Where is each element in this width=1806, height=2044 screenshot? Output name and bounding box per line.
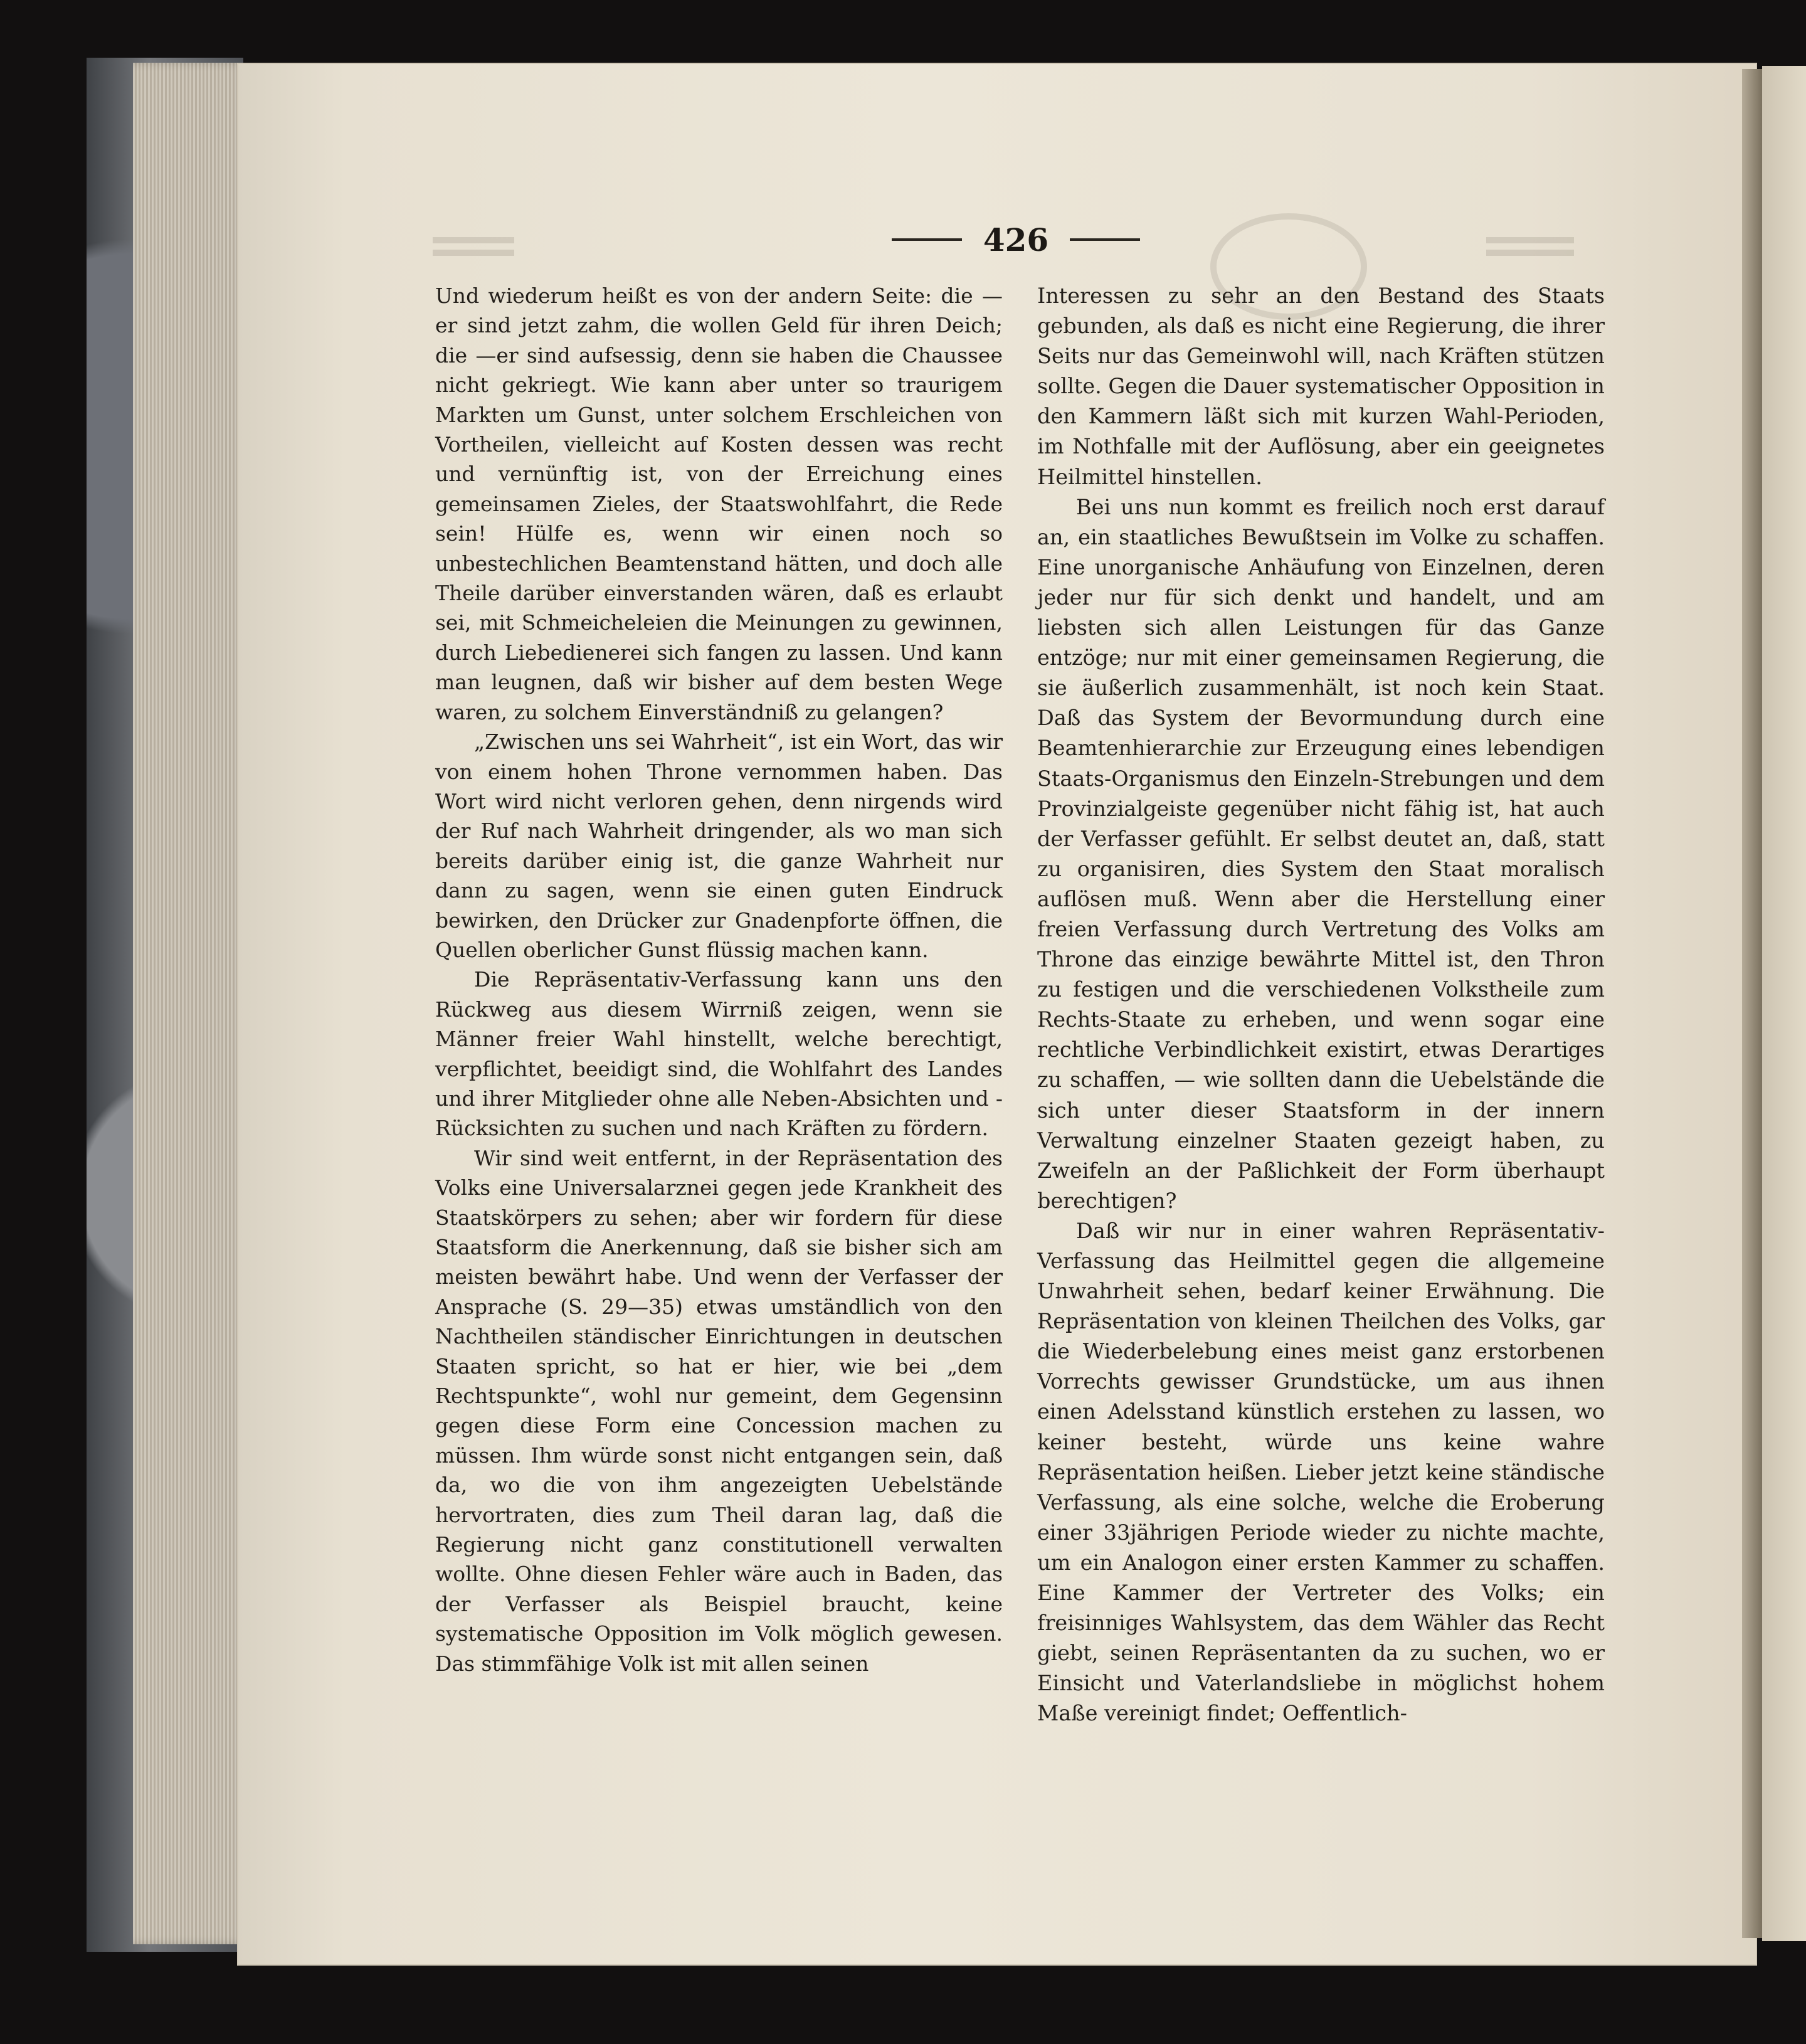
paragraph: „Zwischen uns sei Wahrheit“, ist ein Wort, das wir von einem hohen Throne vernommen haben. Das Wort wird nicht verloren gehen, denn nirgends wird der Ruf nach Wahrheit dringender, als wo man sich bereits darüber einig ist, die ganze Wahrheit nur dann zu sagen, wenn sie einen guten Eindruck bewirken, den Drücker zur Gnadenpforte öffnen, die Quellen oberlicher Gunst flüssig machen kann. (435, 729, 1003, 962)
next-page-edge (1762, 66, 1806, 1941)
paragraph: Und wiederum heißt es von der andern Seite: die —er sind jetzt zahm, die wollen Geld für ihren Deich; die —er sind aufsessig, denn sie haben die Chaussee nicht gekriegt. Wie kann aber unter so traurigem Markten um Gunst, unter solchem Erschleichen von Vortheilen, vielleicht auf Kosten dessen was recht und vernünftig ist, von der Erreichung eines gemeinsamen Zieles, der Staatswohlfahrt, die Rede sein! Hülfe es, wenn wir einen noch so unbestechlichen Beamtenstand hätten, und doch alle Theile darüber einverstanden wären, daß es erlaubt sei, mit Schmeicheleien die Meinungen zu gewinnen, durch Liebedienerei sich fangen zu lassen. Und kann man leugnen, daß wir bisher auf dem besten Wege waren, zu solchem Einverständniß zu gelangen? (435, 283, 1003, 724)
text-column-left (435, 281, 1003, 1742)
text-column-right (1037, 281, 1605, 1742)
header-rule-right (1070, 238, 1140, 241)
paragraph: Interessen zu sehr an den Bestand des Staats gebunden, als daß es nicht eine Regierung, die ihrer Seits nur das Gemeinwohl will, nach Kräften stützen sollte. Gegen die Dauer systematischer Opposition in den Kammern läßt sich mit kurzen Wahl-Perioden, im Nothfalle mit der Auflösung, aber ein geeignetes Heilmittel hinstellen. (1037, 283, 1605, 489)
show-through-right (1486, 231, 1574, 281)
page-edges (133, 63, 246, 1944)
paragraph: Die Repräsentativ-Verfassung kann uns den Rückweg aus diesem Wirrniß zeigen, wenn sie Männer freier Wahl hinstellt, welche berechtigt, verpflichtet, beeidigt sind, die Wohlfahrt des Landes und ihrer Mitglieder ohne alle Neben-Absichten und -Rücksichten zu suchen und nach Kräften zu fördern. (435, 967, 1003, 1141)
header-rule-left (892, 238, 962, 241)
page-number: 426 (983, 221, 1049, 258)
paragraph: Wir sind weit entfernt, in der Repräsentation des Volks eine Universalarznei gegen jede Krankheit des Staatskörpers zu sehen; aber wir fordern für diese Staatsform die Anerkennung, daß sie bisher sich am meisten bewährt habe. Und wenn der Verfasser der Ansprache (S. 29—35) etwas umständlich von den Nachtheilen ständischer Einrichtungen in deutschen Staaten spricht, so hat er hier, wie bei „dem Rechtspunkte“, wohl nur gemeint, dem Gegensinn gegen diese Form eine Concession machen zu müssen. Ihm würde sonst nicht entgangen sein, daß da, wo die von ihm angezeigten Uebelstände hervortraten, dies zum Theil daran lag, daß die Regierung nicht ganz constitutionell verwalten wollte. Ohne diesen Fehler wäre auch in Baden, das der Verfasser als Beispiel braucht, keine systematische Opposition im Volk möglich gewesen. Das stimmfähige Volk ist mit allen seinen (435, 1145, 1003, 1676)
paragraph: Bei uns nun kommt es freilich noch erst darauf an, ein staatliches Bewußtsein im Volke zu schaffen. Eine unorganische Anhäufung von Einzelnen, deren jeder nur für sich denkt und handelt, und am liebsten sich allen Leistungen für das Ganze entzöge; nur mit einer gemeinsamen Regierung, die sie äußerlich zusammenhält, ist noch kein Staat. Daß das System der Bevormundung durch eine Beamtenhierarchie zur Erzeugung eines lebendigen Staats-Organismus den Einzeln-Strebungen und dem Provinzialgeiste gegenüber nicht fähig ist, hat auch der Verfasser gefühlt. Er selbst deutet an, daß, statt zu organisiren, dies System den Staat moralisch auflösen muß. Wenn aber die Herstellung einer freien Verfassung durch Vertretung des Volks am Throne das einzige bewährte Mittel ist, den Thron zu festigen und die verschiedenen Volkstheile zum Rechts-Staate zu erheben, und wenn sogar eine rechtliche Verbindlichkeit existirt, etwas Derartiges zu schaffen, — wie sollten dann die Uebelstände die sich unter dieser Staatsform in der innern Verwaltung einzelner Staaten gezeigt haben, zu Zweifeln an der Paßlichkeit der Form überhaupt berechtigen? (1037, 494, 1605, 1213)
page-header (853, 221, 1179, 258)
gutter-fold (1742, 69, 1762, 1938)
show-through-left (433, 231, 514, 281)
paragraph: Daß wir nur in einer wahren Repräsentativ-Verfassung das Heilmittel gegen die allgemeine Unwahrheit sehen, bedarf keiner Erwähnung. Die Repräsentation von kleinen Theilchen des Volks, gar die Wiederbelebung eines meist ganz erstorbenen Vorrechts gewisser Grundstücke, um aus ihnen einen Adelsstand künstlich erstehen zu lassen, wo keiner besteht, würde uns keine wahre Repräsentation heißen. Lieber jetzt keine ständische Verfassung, als eine solche, welche die Eroberung einer 33jährigen Periode wieder zu nichte machte, um ein Analogon einer ersten Kammer zu schaffen. Eine Kammer der Vertreter des Volks; ein freisinniges Wahlsystem, das dem Wähler das Recht giebt, seinen Repräsentanten da zu suchen, wo er Einsicht und Vaterlandsliebe in möglichst hohem Maße vereinigt findet; Oeffentlich- (1037, 1218, 1605, 1726)
